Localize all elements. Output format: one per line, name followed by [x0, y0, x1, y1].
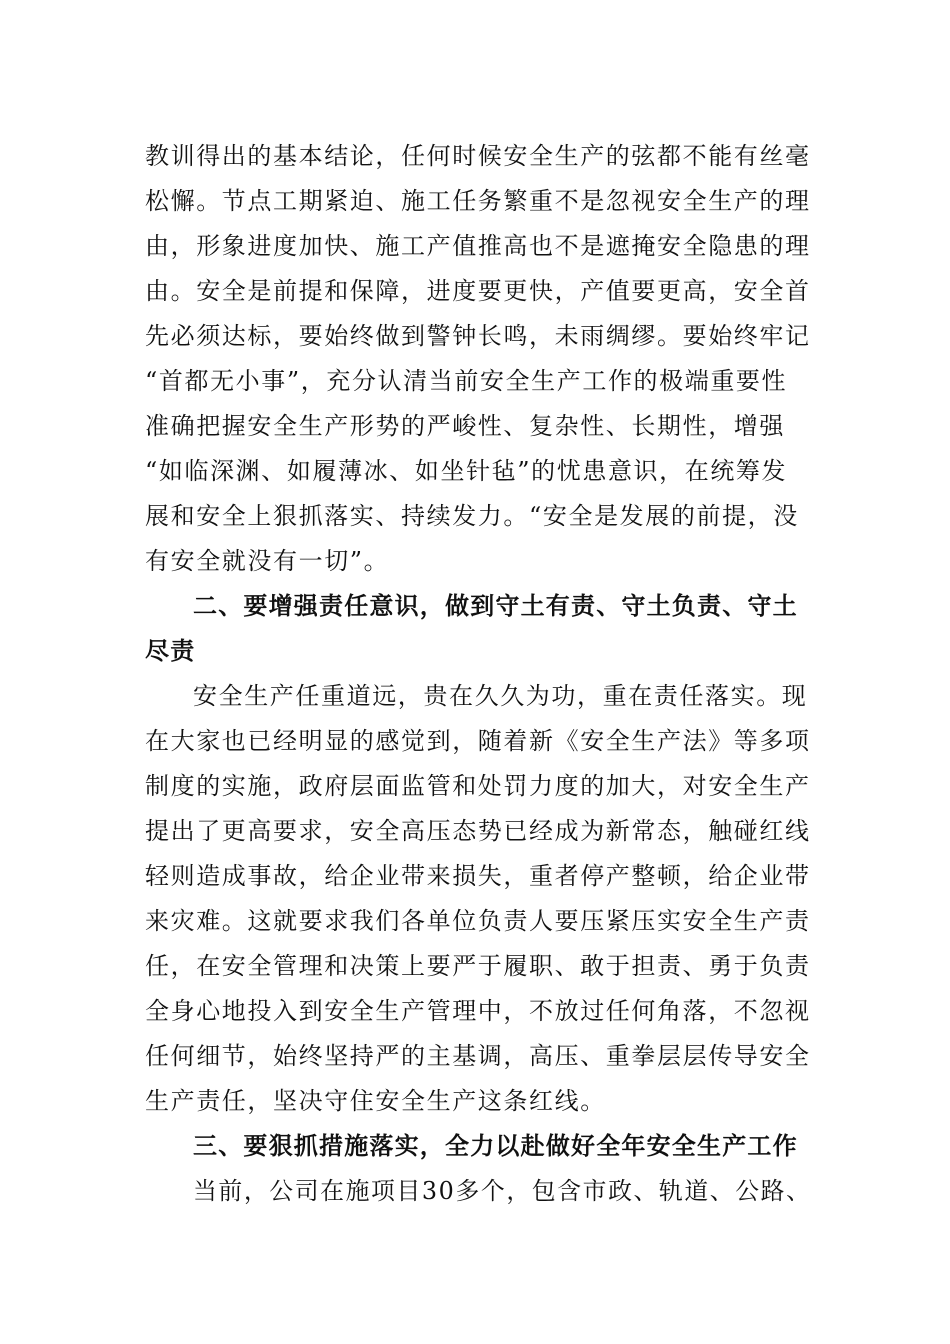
paragraph-line: 松懈。节点工期紧迫、施工任务繁重不是忽视安全生产的理 — [145, 187, 811, 215]
paragraph-line: “如临深渊、如履薄冰、如坐针毡”的忧患意识，在统筹发 — [145, 457, 788, 485]
paragraph-line: 当前，公司在施项目30多个，包含市政、轨道、公路、 — [193, 1177, 812, 1205]
paragraph-line: 在大家也已经明显的感觉到，随着新《安全生产法》等多项 — [145, 727, 811, 755]
paragraph-line: 轻则造成事故，给企业带来损失，重者停产整顿，给企业带 — [145, 862, 811, 890]
paragraph-line: 准确把握安全生产形势的严峻性、复杂性、长期性，增强 — [145, 412, 785, 440]
section-heading-3: 三、要狠抓措施落实，全力以赴做好全年安全生产工作 — [193, 1132, 798, 1160]
paragraph-line: 任，在安全管理和决策上要严于履职、敢于担责、勇于负责 — [145, 952, 811, 980]
paragraph-line: 有安全就没有一切”。 — [145, 547, 390, 575]
paragraph-line: 全身心地投入到安全生产管理中，不放过任何角落，不忽视 — [145, 997, 811, 1025]
paragraph-line: 制度的实施，政府层面监管和处罚力度的加大，对安全生产 — [145, 772, 811, 800]
paragraph-line: 安全生产任重道远，贵在久久为功，重在责任落实。现 — [193, 682, 808, 710]
paragraph-line: 生产责任，坚决守住安全生产这条红线。 — [145, 1087, 606, 1115]
paragraph-line: 由，形象进度加快、施工产值推高也不是遮掩安全隐患的理 — [145, 232, 811, 260]
section-heading-2: 二、要增强责任意识，做到守土有责、守土负责、守土 — [193, 592, 798, 620]
section-heading-2-cont: 尽责 — [145, 637, 196, 665]
paragraph-line: 教训得出的基本结论，任何时候安全生产的弦都不能有丝毫 — [145, 142, 811, 170]
paragraph-line: 由。安全是前提和保障，进度要更快，产值要更高，安全首 — [145, 277, 811, 305]
paragraph-line: 先必须达标，要始终做到警钟长鸣，未雨绸缪。要始终牢记 — [145, 322, 811, 350]
paragraph-line: 任何细节，始终坚持严的主基调，高压、重拳层层传导安全 — [145, 1042, 811, 1070]
paragraph-line: 提出了更高要求，安全高压态势已经成为新常态，触碰红线 — [145, 817, 811, 845]
paragraph-line: 展和安全上狠抓落实、持续发力。“安全是发展的前提，没 — [145, 502, 799, 530]
paragraph-line: “首都无小事”，充分认清当前安全生产工作的极端重要性 — [145, 367, 788, 395]
paragraph-line: 来灾难。这就要求我们各单位负责人要压紧压实安全生产责 — [145, 907, 811, 935]
